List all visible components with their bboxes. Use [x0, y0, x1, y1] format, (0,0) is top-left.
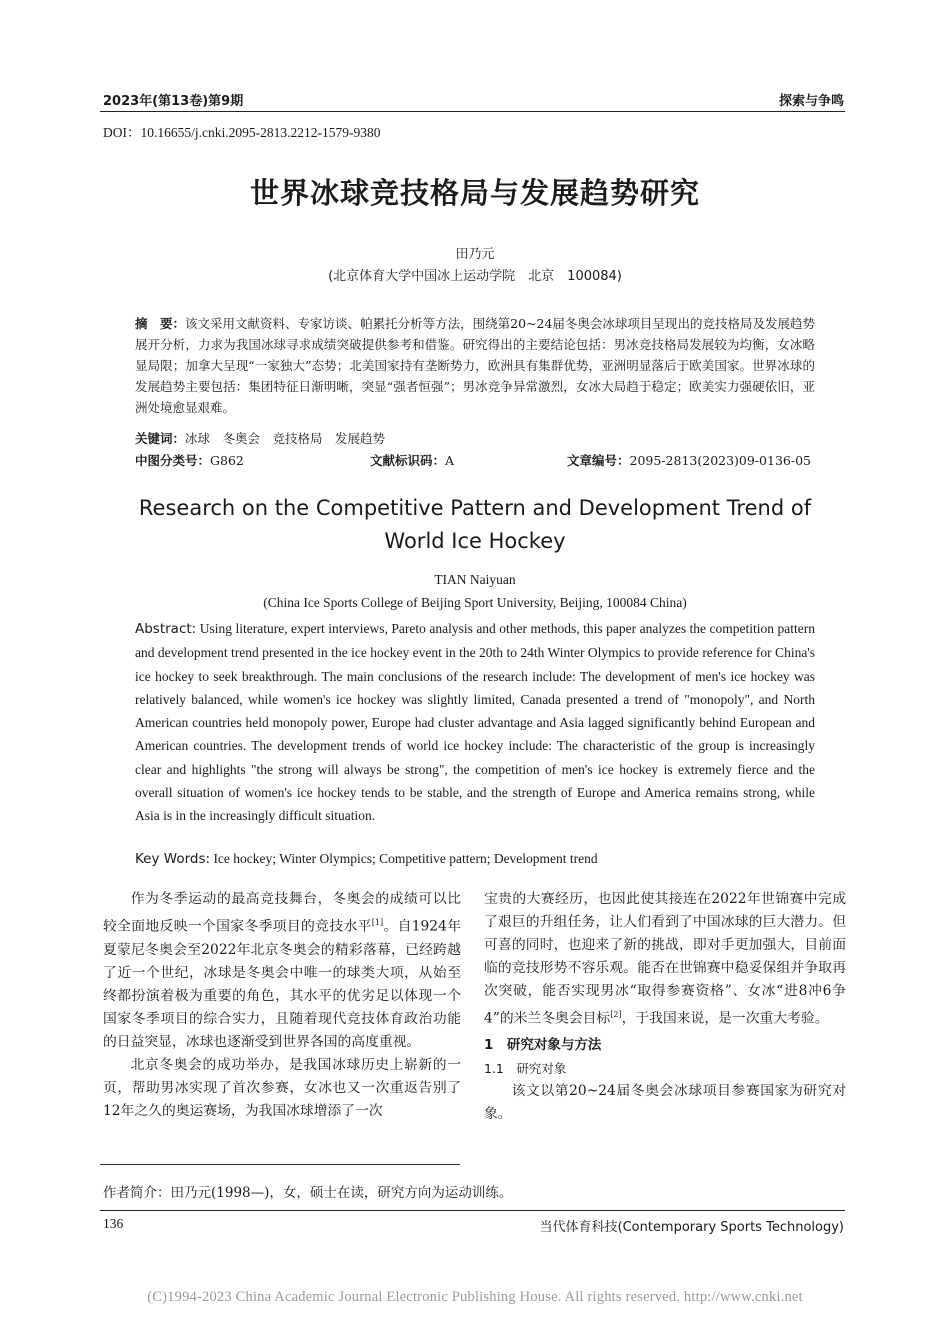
body-paragraph — [103, 888, 461, 1054]
english-author: TIAN Naiyuan — [434, 572, 516, 587]
english-title — [0, 492, 950, 558]
keywords-en-label: Key Words: — [135, 851, 211, 867]
keywords-en — [135, 851, 815, 867]
affiliation: (北京体育大学中国冰上运动学院 北京 100084) — [328, 269, 622, 284]
page-number: 136 — [103, 1216, 124, 1231]
body-left-column — [103, 888, 461, 1123]
abstract-en — [135, 617, 815, 828]
english-affiliation: (China Ice Sports College of Beijing Sport University, Beijing, 100084 China) — [263, 595, 687, 610]
header-rule — [100, 111, 845, 112]
article-number — [567, 451, 811, 469]
footer-rule — [100, 1210, 845, 1211]
author: 田乃元 — [455, 247, 495, 262]
body-text: 宝贵的大赛经历，也因此使其接连在2022年世锦赛中完成了艰巨的升组任务，让人们看到了中国冰球的巨大潜力。但可喜的同时，也迎来了新的挑战，即对手更加强大，目前面临的竞技形势不容乐观。能否在世锦赛中稳妥保组并争取再次突破，能否实现男冰“取得参赛资格”、女冰“进8冲6争4”的米兰冬奥会目标 — [484, 891, 846, 1027]
journal-name: 当代体育科技(Contemporary Sports Technology) — [539, 1220, 844, 1235]
abstract-cn-label: 摘 要： — [135, 316, 186, 331]
abstract-en-label: Abstract: — [135, 621, 197, 637]
footnote-rule — [100, 1164, 460, 1165]
author-footnote: 作者简介：田乃元(1998—)，女，硕士在读，研究方向为运动训练。 — [103, 1185, 513, 1201]
keywords-cn-text: 冰球 冬奥会 竞技格局 发展趋势 — [185, 431, 386, 446]
body-paragraph: 该文以第20~24届冬奥会冰球项目参赛国家为研究对象。 — [484, 1082, 846, 1122]
doc-value: A — [445, 453, 455, 468]
citation-ref-2: [2] — [610, 1010, 622, 1019]
abstract-cn-text: 该文采用文献资料、专家访谈、帕累托分析等方法，围绕第20~24届冬奥会冰球项目呈现出的竞技格局及发展趋势展开分析，力求为我国冰球寻求成绩突破提供参考和借鉴。研究得出的主要结论包括：男冰竞技格局发展较为均衡，女冰略显局限；加拿大呈现“一家独大”态势；北美国家持有垄断势力，欧洲具有集群优势，亚洲明显落后于欧美国家。世界冰球的发展趋势主要包括：集团特征日渐明晰，突显“强者恒强”；男冰竞争异常激烈，女冰大局趋于稳定；欧美实力强硬依旧，亚洲处境愈显艰难。 — [135, 316, 815, 415]
article-value: 2095-2813(2023)09-0136-05 — [629, 453, 811, 468]
clc-value: G862 — [210, 453, 244, 468]
english-title-line-1: Research on the Competitive Pattern and Development Trend of — [138, 496, 812, 520]
doc-label: 文献标识码： — [370, 453, 446, 468]
copyright-watermark: (C)1994-2023 China Academic Journal Electronic Publishing House. All rights reserved. http://www.cnki.net — [147, 1289, 803, 1305]
body-text: ，于我国来说，是一次重大考验。 — [621, 1010, 829, 1027]
doi: DOI：10.16655/j.cnki.2095-2813.2212-1579-9380 — [103, 125, 381, 140]
column-name: 探索与争鸣 — [778, 94, 844, 109]
body-right-column — [484, 888, 846, 1126]
english-title-line-2: World Ice Hockey — [384, 529, 566, 553]
clc-number — [135, 451, 244, 469]
page-title: 世界冰球竞技格局与发展趋势研究 — [249, 176, 700, 210]
journal-issue: 2023年(第13卷)第9期 — [103, 94, 244, 109]
section-heading-1-1: 1.1 研究对象 — [484, 1060, 567, 1076]
clc-label: 中图分类号： — [135, 453, 211, 468]
section-heading-1: 1 研究对象与方法 — [484, 1036, 602, 1053]
keywords-cn — [135, 428, 815, 449]
abstract-cn — [135, 313, 815, 418]
abstract-en-text: Using literature, expert interviews, Pareto analysis and other methods, this paper analyzes the competition pattern and development trend presented in the ice hockey event in the 20th to 24th Winter Olympics to provide reference for China's ice hockey to seek breakthrough. The main conclusions of the research include: The development of men's ice hockey was relatively balanced, while women's ice hockey was slightly limited, Canada presented a trend of "monopoly", and North American countries held monopoly power, Europe had cluster advantage and Asia lagged significantly behind European and American countries. The development trends of world ice hockey include: The characteristic of the group is increasingly clear and highlights "the strong will always be strong", the competition of men's ice hockey is extremely fierce and the overall situation of women's ice hockey tends to be stable, and the strength of Europe and America remains strong, while Asia is in the increasingly difficult situation. — [135, 621, 815, 824]
body-paragraph — [484, 888, 846, 1031]
keywords-en-text: Ice hockey; Winter Olympics; Competitive pattern; Development trend — [213, 851, 598, 866]
body-text: 。自1924年夏蒙尼冬奥会至2022年北京冬奥会的精彩落幕，已经跨越了近一个世纪，冰球是冬奥会中唯一的球类大项，从始至终都扮演着极为重要的角色，其水平的优劣足以体现一个国家冬季项目的综合实力，且随着现代竞技体育政治功能的日益突显，冰球也逐渐受到世界各国的高度重视。 — [103, 918, 461, 1050]
body-paragraph: 北京冬奥会的成功举办，是我国冰球历史上崭新的一页，帮助男冰实现了首次参赛，女冰也又一次重返告别了12年之久的奥运赛场，为我国冰球增添了一次 — [103, 1056, 461, 1119]
keywords-cn-label: 关键词： — [135, 431, 186, 446]
article-label: 文章编号： — [567, 453, 630, 468]
document-code — [370, 451, 454, 469]
body-text: 作为冬季运动的最高竞技舞台，冬奥会的成绩可以比较全面地反映一个国家冬季项目的竞技水平 — [103, 891, 461, 935]
citation-ref-1: [1] — [371, 918, 384, 927]
